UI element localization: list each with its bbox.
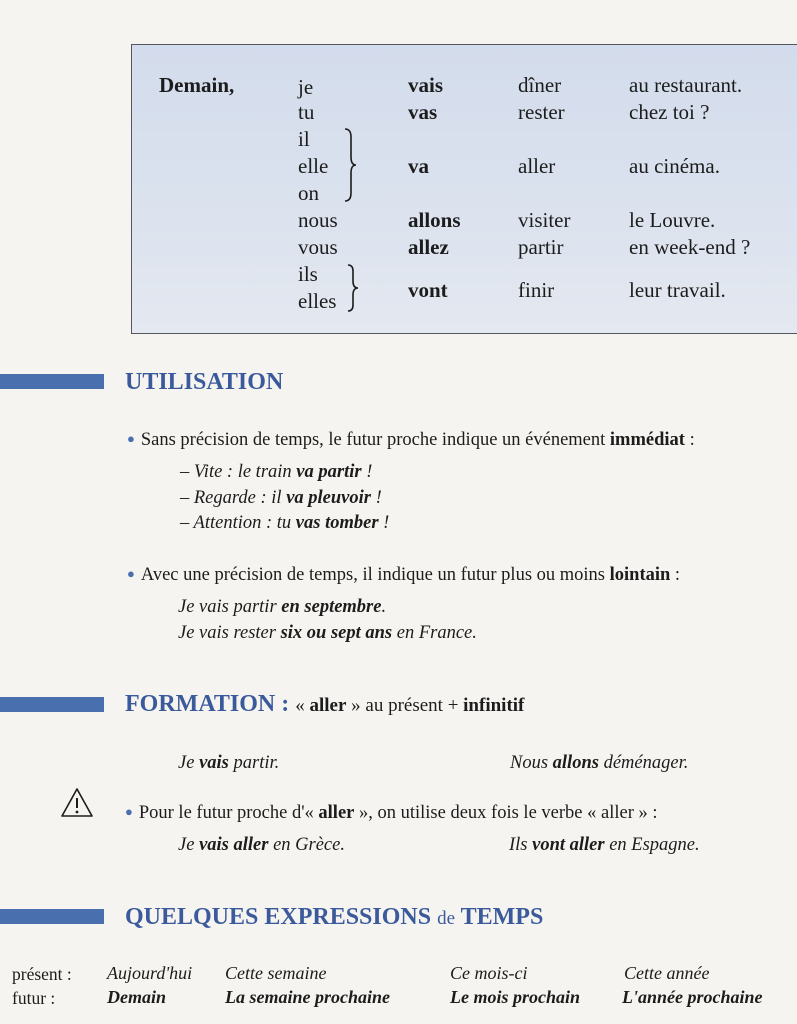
example-septembre: Je vais partir en septembre. [178, 597, 387, 617]
bullet-icon: ● [125, 804, 133, 819]
present-cette-semaine: Cette semaine [225, 963, 327, 983]
verb-vas: vas [408, 100, 438, 124]
complement-cinema: au cinéma. [629, 154, 720, 178]
formation-rule: « aller » au présent + infinitif [295, 695, 525, 716]
example-attention: – Attention : tu vas tomber ! [180, 513, 390, 533]
label-present: présent : [12, 964, 72, 984]
bullet-icon: ● [127, 566, 135, 581]
brace-three [342, 127, 358, 203]
pronoun-elles: elles [298, 289, 337, 313]
pronoun-je: je [298, 75, 314, 99]
infinitive-finir: finir [518, 278, 555, 302]
warning-example-left: Je vais aller en Grèce. [178, 835, 345, 855]
infinitive-visiter: visiter [518, 208, 571, 232]
complement-restaurant: au restaurant. [629, 73, 743, 97]
utilisation-title: UTILISATION [125, 369, 284, 395]
utilisation-point-lointain: ● Avec une précision de temps, il indique un futur plus ou moins lointain : [127, 565, 681, 585]
lead-word: Demain, [159, 73, 235, 97]
infinitive-diner: dîner [518, 73, 562, 97]
complement-louvre: le Louvre. [629, 208, 716, 232]
futur-annee-prochaine: L'année prochaine [622, 987, 763, 1007]
verb-allons: allons [408, 208, 461, 232]
section-bar-expressions [0, 909, 104, 924]
label-futur: futur : [12, 988, 56, 1008]
futur-semaine-prochaine: La semaine prochaine [225, 987, 390, 1007]
pronoun-vous: vous [298, 235, 338, 259]
example-six-ans: Je vais rester six ou sept ans en France. [178, 623, 477, 643]
present-aujourdhui: Aujourd'hui [107, 963, 193, 983]
verb-vont: vont [408, 278, 448, 302]
formation-example-right: Nous allons déménager. [510, 753, 689, 773]
pronoun-ils: ils [298, 262, 318, 286]
section-bar-formation [0, 697, 104, 712]
complement-travail: leur travail. [629, 278, 726, 302]
futur-demain: Demain [107, 987, 167, 1007]
formation-title: FORMATION : « aller » au présent + infinitif [125, 691, 525, 717]
present-cette-annee: Cette année [624, 963, 710, 983]
pronoun-tu: tu [298, 100, 315, 124]
pronoun-nous: nous [298, 208, 338, 232]
utilisation-point-immediat: ● Sans précision de temps, le futur proche indique un événement immédiat : [127, 430, 695, 450]
warning-text: ● Pour le futur proche d'« aller », on utilise deux fois le verbe « aller » : [125, 803, 658, 823]
example-vite: – Vite : le train va partir ! [180, 462, 373, 482]
verb-vais: vais [408, 73, 444, 97]
warning-icon [60, 787, 94, 819]
futur-mois-prochain: Le mois prochain [450, 987, 581, 1007]
pronoun-il: il [298, 127, 310, 151]
pronoun-elle: elle [298, 154, 329, 178]
infinitive-aller: aller [518, 154, 556, 178]
brace-two [346, 263, 360, 313]
present-ce-mois-ci: Ce mois-ci [450, 963, 528, 983]
infinitive-partir: partir [518, 235, 564, 259]
complement-chez-toi: chez toi ? [629, 100, 710, 124]
warning-example-right: Ils vont aller en Espagne. [509, 835, 700, 855]
section-bar-utilisation [0, 374, 104, 389]
complement-week-end: en week-end ? [629, 235, 751, 259]
pronoun-on: on [298, 181, 319, 205]
bullet-icon: ● [127, 431, 135, 446]
infinitive-rester: rester [518, 100, 565, 124]
verb-allez: allez [408, 235, 449, 259]
example-regarde: – Regarde : il va pleuvoir ! [180, 488, 382, 508]
formation-example-left: Je vais partir. [178, 753, 280, 773]
conjugation-table [131, 44, 797, 334]
verb-va: va [408, 154, 429, 178]
expressions-title: QUELQUES EXPRESSIONS de TEMPS [125, 904, 544, 930]
